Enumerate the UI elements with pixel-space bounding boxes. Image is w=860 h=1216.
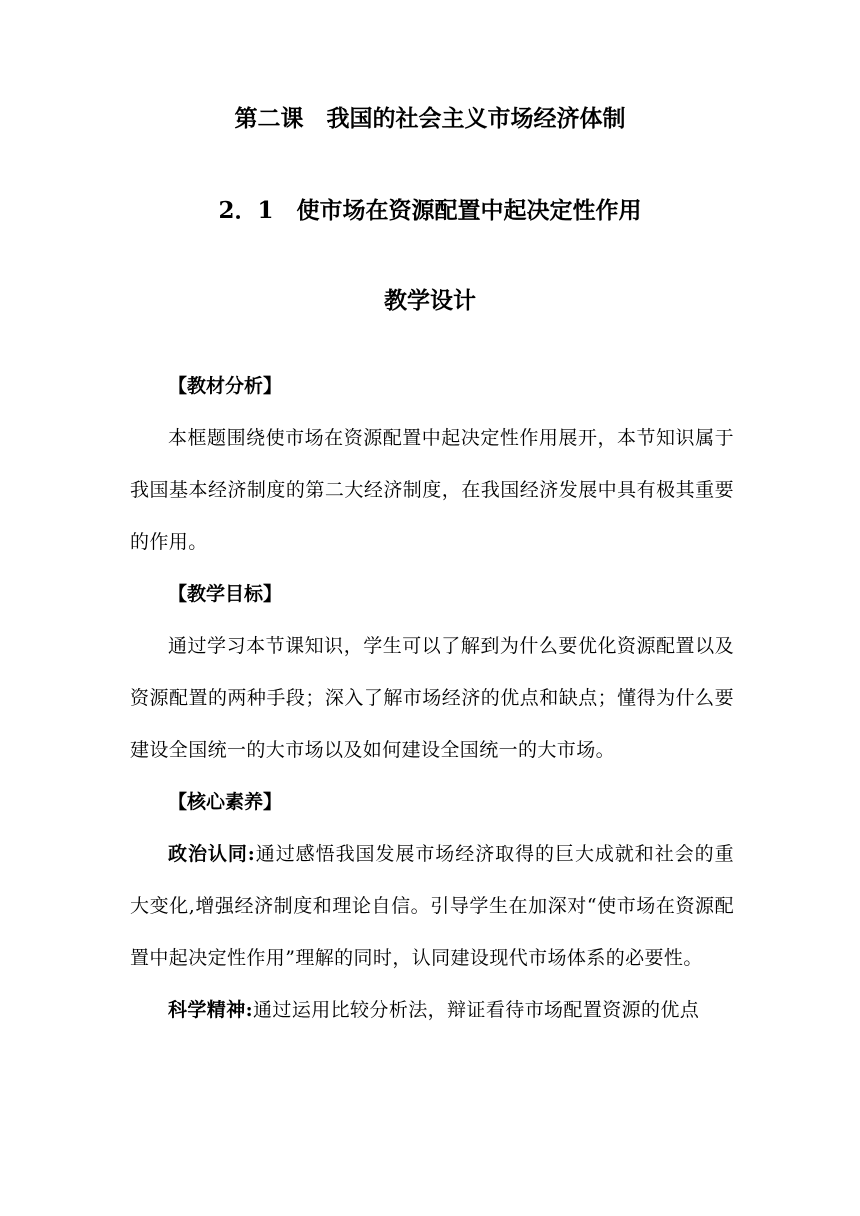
political-identity-text: 通过感悟我国发展市场经济取得的巨大成就和社会的重大变化,增强经济制度和理论自信。引导学生在加深对“使市场在资源配置中起决定性作用”理解的同时，认同建设现代市场体系的必要性。 [130,843,734,969]
document-body [130,360,734,1036]
literacy-heading: 【核心素养】 [168,791,283,813]
scientific-spirit-text: 通过运用比较分析法，辩证看待市场配置资源的优点 [253,999,700,1021]
lesson-title: 第二课 我国的社会主义市场经济体制 [234,105,626,132]
goals-paragraph: 通过学习本节课知识，学生可以了解到为什么要优化资源配置以及资源配置的两种手段；深入了解市场经济的优点和缺点；懂得为什么要建设全国统一的大市场以及如何建设全国统一的大市场。 [130,635,734,761]
analysis-paragraph: 本框题围绕使市场在资源配置中起决定性作用展开，本节知识属于我国基本经济制度的第二大经济制度，在我国经济发展中具有极其重要的作用。 [130,427,734,553]
section-title: 2．1 使市场在资源配置中起决定性作用 [218,197,642,224]
goals-heading: 【教学目标】 [168,583,283,605]
political-identity-paragraph [130,828,734,984]
analysis-heading: 【教材分析】 [168,375,283,397]
scientific-spirit-paragraph [130,984,734,1036]
political-identity-label: 政治认同: [168,843,256,865]
scientific-spirit-label: 科学精神: [168,999,254,1021]
document-subtitle: 教学设计 [384,287,476,314]
